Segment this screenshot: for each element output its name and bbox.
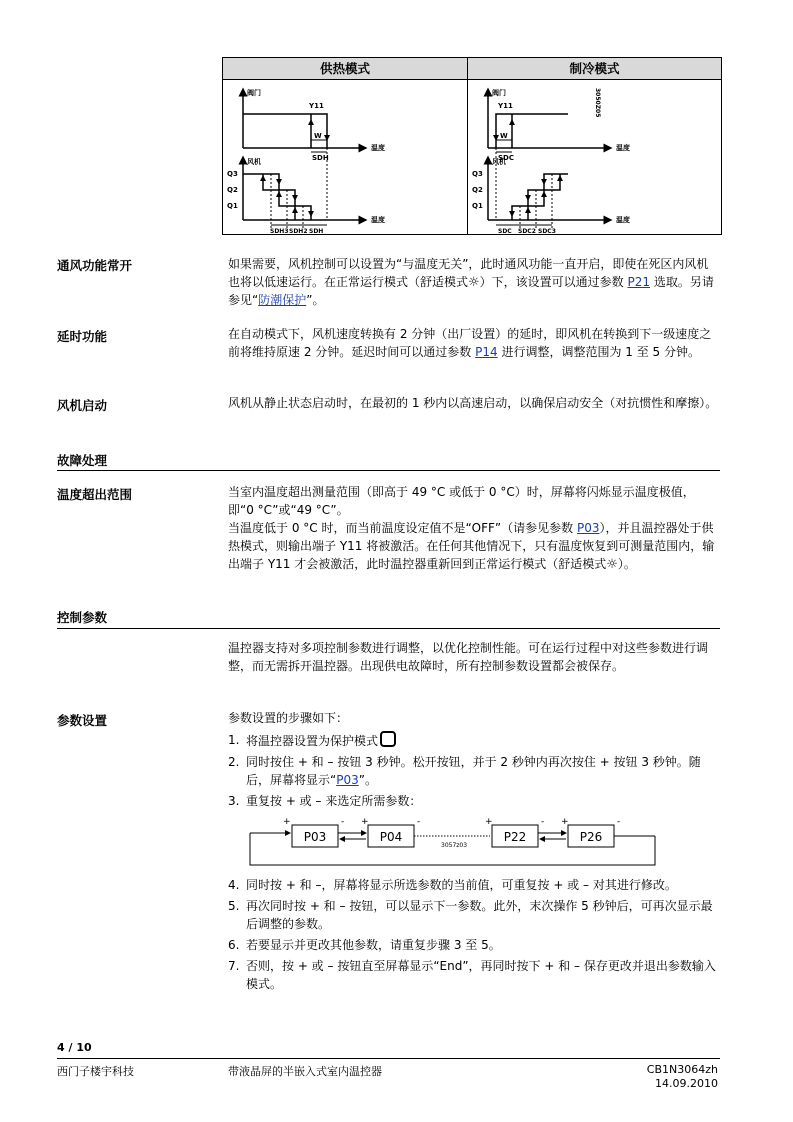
flow-box-p26: P26 [579, 830, 603, 844]
flow-box-p22: P22 [503, 830, 527, 844]
step-6: 6. 若要显示并更改其他参数，请重复步骤 3 至 5。 [228, 938, 501, 952]
heating-q3-label: Q3 [227, 170, 238, 178]
param-label: 参数设置 [57, 713, 108, 728]
cooling-sdc-bottom-label: SDC [498, 228, 512, 234]
cooling-q3-label: Q3 [472, 170, 483, 178]
cooling-diagram [468, 80, 721, 234]
link-p03-step[interactable]: P03 [336, 773, 359, 787]
footer-title: 带液晶屏的半嵌入式室内温控器 [228, 1065, 382, 1078]
flow-minus-2: - [417, 817, 421, 827]
fault-heading: 故障处理 [57, 453, 108, 468]
heating-temp-label: 温度 [371, 144, 385, 152]
param-steps: 参数设置的步骤如下： 1. 将温控器设置为保护模式 2. 同时按住 + 和 – 按钮 3 秒钟。松开按钮，并于 2 秒钟内再次按住 + 按钮 3 秒钟。随后，屏幕将显示“P03”。 3. 重复按 + 或 – 来选定所需参数： [228, 709, 718, 810]
delay-text: 在自动模式下，风机速度转换有 2 分钟（出厂设置）的延时，即风机在转换到下一级速度之前将维持原速 2 分钟。延迟时间可以通过参数 P14 进行调整，调整范围为 1 至 5 分钟。 [228, 327, 712, 359]
link-p21[interactable]: P21 [627, 275, 651, 289]
heating-y11-label: Y11 [309, 102, 324, 110]
step-1: 1. 将温控器设置为保护模式 [228, 731, 718, 750]
step-3: 3. 重复按 + 或 – 来选定所需参数： [228, 794, 422, 808]
range-label: 温度超出范围 [57, 487, 133, 502]
footer-company: 西门子楼宇科技 [57, 1065, 134, 1078]
cooling-q1-label: Q1 [472, 202, 483, 210]
cooling-valve-label: 阀门 [492, 89, 506, 97]
fan-start-label: 风机启动 [57, 398, 108, 413]
ctrl-divider [57, 628, 720, 629]
cooling-code-label: 3050Z05 [594, 88, 601, 118]
cooling-sdc2-label: SDC2 [518, 228, 536, 234]
link-humidity-protection[interactable]: 防潮保护 [258, 293, 307, 307]
flow-minus-1: - [341, 817, 345, 827]
heating-sdh3-label: SDH3 [270, 228, 289, 234]
step-4: 4. 同时按 + 和 –，屏幕将显示所选参数的当前值，可重复按 + 或 – 对其进行修改。 [228, 878, 677, 892]
vent-label: 通风功能常开 [57, 258, 133, 273]
cooling-w-label: W [500, 132, 508, 140]
footer-date: 14.09.2010 [655, 1077, 718, 1090]
heating-sdh2-label: SDH2 [289, 228, 308, 234]
cooling-q2-label: Q2 [472, 186, 483, 194]
heating-valve-label: 阀门 [247, 89, 261, 97]
link-p03[interactable]: P03 [576, 521, 600, 535]
protection-mode-icon [380, 731, 396, 747]
flow-minus-4: - [617, 817, 621, 827]
cooling-temp-label: 温度 [616, 144, 630, 152]
flow-code: 3057z03 [441, 842, 468, 849]
flow-minus-3: - [541, 817, 545, 827]
heating-q1-label: Q1 [227, 202, 238, 210]
page-number: 4 / 10 [57, 1041, 92, 1054]
delay-label: 延时功能 [57, 329, 108, 344]
heating-w-label: W [314, 132, 322, 140]
step-7: 7. 否则，按 + 或 – 按钮直至屏幕显示“End”，再同时按下 + 和 – 保存更改并退出参数输入模式。 [228, 959, 716, 991]
link-p14[interactable]: P14 [475, 345, 498, 359]
cooling-sdc-label: SDC [498, 154, 514, 162]
heating-sdh-label: SDH [312, 154, 329, 162]
flow-plus-4: + [561, 817, 569, 827]
vent-text: 如果需要，风机控制可以设置为“与温度无关”，此时通风功能一直开启，即使在死区内风机也将以低速运行。在正常运行模式（舒适模式☼）下，该设置可以通过参数 P21 选取。另请参见“防潮保护”。 [228, 257, 714, 307]
ctrl-heading: 控制参数 [57, 610, 108, 625]
heating-fan-label: 风机 [247, 158, 261, 166]
heating-temp2-label: 温度 [371, 216, 385, 224]
flow-plus-2: + [361, 817, 369, 827]
cooling-y11-label: Y11 [498, 102, 513, 110]
footer-doc: CB1N3064zh [646, 1063, 718, 1076]
flow-box-p04: P04 [379, 830, 403, 844]
cooling-fan-label: 风机 [492, 158, 506, 166]
param-steps-cont [228, 876, 718, 993]
sun-icon-2: ☼ [606, 557, 618, 572]
fan-start-text: 风机从静止状态启动时，在最初的 1 秒内以高速启动，以确保启动安全（对抗惯性和摩擦）。 [228, 396, 718, 410]
param-flow-diagram [245, 815, 665, 867]
heating-q2-label: Q2 [227, 186, 238, 194]
step-2: 2. 同时按住 + 和 – 按钮 3 秒钟。松开按钮，并于 2 秒钟内再次按住 + 按钮 3 秒钟。随后，屏幕将显示“P03”。 [228, 755, 701, 787]
flow-plus-1: + [283, 817, 291, 827]
range-text: 当室内温度超出测量范围（即高于 49 °C 或低于 0 °C）时，屏幕将闪烁显示温度极值，即“0 °C”或“49 °C”。 当温度低于 0 °C 时，而当前温度设定值不是“OFF”（请参见参数 P03），并且温控器处于供热模式，则输出端子 Y11 将被激活。在任何其他情况下，只有温度恢复到可测量范围内，输出端子 Y11 才会被激活，此时温控器重新回到正常运行模式（舒适模式☼）。 [228, 485, 715, 572]
flow-plus-3: + [485, 817, 493, 827]
mode-diagram-table [222, 57, 722, 235]
heating-sdh-bottom-label: SDH [309, 228, 324, 234]
cooling-mode-header: 制冷模式 [468, 58, 721, 80]
cooling-sdc3-label: SDC3 [538, 228, 556, 234]
cooling-temp2-label: 温度 [616, 216, 630, 224]
step-5: 5. 再次同时按 + 和 – 按钮，可以显示下一参数。此外，末次操作 5 秒钟后，可再次显示最后调整的参数。 [228, 899, 713, 931]
heating-diagram [223, 80, 467, 234]
flow-box-p03: P03 [303, 830, 327, 844]
heating-mode-header: 供热模式 [223, 58, 468, 80]
fault-divider [57, 470, 720, 471]
ctrl-text: 温控器支持对多项控制参数进行调整，以优化控制性能。可在运行过程中对这些参数进行调整，而无需拆开温控器。出现供电故障时，所有控制参数设置都会被保存。 [228, 641, 709, 673]
footer-divider [57, 1058, 720, 1059]
sun-icon: ☼ [468, 275, 480, 290]
